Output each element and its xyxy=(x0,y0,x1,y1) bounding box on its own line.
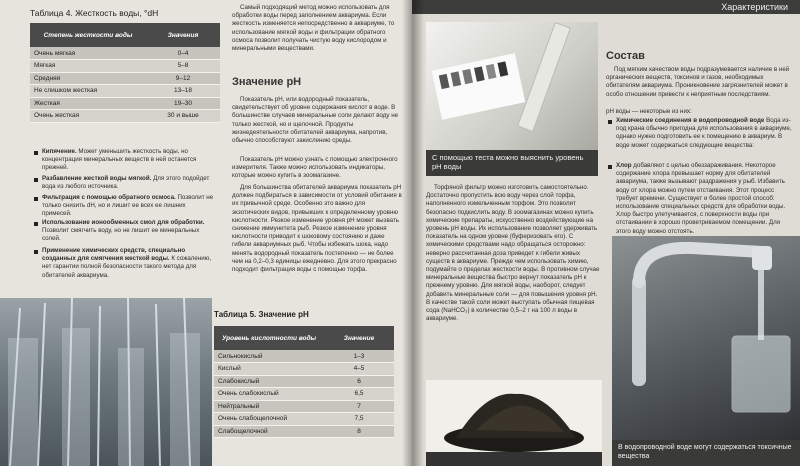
bullet-marker xyxy=(608,120,612,124)
bullet-marker xyxy=(34,250,38,254)
faucet-illustration xyxy=(612,236,800,440)
peat-filter-text: Торфяной фильтр можно изготовить самостоятельно. Достаточно пропустить всю воду через слой торфа, наполненного измельченным торфом. Это позволит безопасно подкислить воду. В зоомагазинах можно купить химические препараты, искусственно воздействующие на уровень pH воды. Их использование позволяет удерживать показатель на одном уровне (буферизовать его). С химическими средствами надо обращаться осторожно: неверно рассчитанная доза приведет к гибели живых существ в аквариуме. Прежде чем использовать химию, подумайте о пределах жесткости воды. В противном случае минеральные вещества быстро вернут показатель pH к прежнему уровню. Для мягкой воды, наоборот, следует добавить минеральные соли — для повышения уровня pH. В качестве такой соли может выступать обычная пищевая сода (NaHCO₃) в количестве 0,5–2 г на 100 л воды в аквариуме. xyxy=(426,184,600,323)
ph-paragraph-2: Показатель pH можно узнать с помощью электронного измерителя. Также можно использовать индикаторы, которые можно купить в зоомагазине. xyxy=(232,156,398,180)
bottom-dark-strip xyxy=(426,452,602,466)
faucet-photo xyxy=(612,236,800,440)
table4-head-values: Значения xyxy=(146,23,220,47)
ph-test-photo xyxy=(426,22,598,150)
table4-hardness xyxy=(30,23,220,123)
table4-head-degree: Степень жесткости воды xyxy=(30,23,146,47)
faucet-caption: В водопроводной воде могут содержаться токсичные вещества xyxy=(618,444,792,460)
composition-heading: Состав xyxy=(606,50,645,62)
table-row: Жесткая 19–30 xyxy=(30,97,220,110)
table-row: Очень мягкая 0–4 xyxy=(30,47,220,60)
ph-test-caption: С помощью теста можно выяснить уровень pH воды xyxy=(432,153,584,171)
table5-head-value: Значение xyxy=(324,326,394,350)
composition-subtext: pH воды — некоторые из них: xyxy=(606,108,692,115)
table-row: Слабощелочной 8 xyxy=(214,425,394,438)
lab-glassware-photo xyxy=(0,298,212,466)
peat-pile-illustration xyxy=(426,380,602,452)
bullet-marker xyxy=(34,197,38,201)
chlorine-item: Хлор добавляют с целью обеззараживания. Некоторое содержание хлора превышает норму для обитателей аквариума, также вызывают раздражения у рыб. Избавить воду от хлора можно путем отстаивания. Этот процесс требует времени. Существует и более простой способ: использование специальных средств для обработки воды. Хлор быстро улетучивается, с поверхности воды при отстаивании в хорошо проветриваемом помещении. Для этого воду можно отстоять. xyxy=(616,162,786,235)
list-item: Применение химических средств, специально созданных для смягчения жесткой воды. К сожалению, нет гарантии полной безопасности такого метода для обитателей аквариума. xyxy=(42,247,212,279)
list-item: Разбавление жесткой воды мягкой. Для этого подойдет вода из любого источника. xyxy=(42,175,210,191)
table-row: Очень слабокислый 6,5 xyxy=(214,388,394,401)
table-row: Очень жесткая 30 и выше xyxy=(30,110,220,123)
peat-soil-photo xyxy=(426,380,602,452)
section-header-title: Характеристики xyxy=(721,2,788,12)
table-row: Не слишком жесткая 13–18 xyxy=(30,85,220,98)
ph-paragraph-1: Показатель pH, или водородный показатель, свидетельствует об уровне содержания кислот в воде. В большинстве случаев минеральные соли делают воду не только жесткой, но и щелочной. Продукты жизнедеятельности обитателей аквариума, напротив, обычно способствуют закислению среды. xyxy=(232,96,399,145)
faucet-caption-box xyxy=(612,440,800,466)
bullet-marker xyxy=(34,222,38,226)
ph-test-caption-box xyxy=(426,150,598,176)
table-row: Кислый 4–5 xyxy=(214,363,394,376)
book-gutter xyxy=(402,0,424,466)
section-header-bar xyxy=(412,0,800,14)
composition-text: Под мягким качеством воды подразумевается наличие в ней органических веществ, токсинов и газов, необходимых обитателям аквариума. Проникновение загрязнителей может в особо отношении привести к неприятным последствиям. xyxy=(606,66,790,98)
table-row: Нейтральный 7 xyxy=(214,400,394,413)
table-row: Слабокислый 6 xyxy=(214,375,394,388)
glassware-illustration xyxy=(0,298,212,466)
ph-paragraph-3: Для большинства обитателей аквариума показатель pH должен подбираться в зависимости от условий обитания в их привычной среде. Особенно это важно для экзотических видов, привыкших к определенному уровню кислотности. Резкое изменение уровня pH может вызвать снижение иммунитета рыб. Резкое изменение уровня кислотности приводит к шоковому состоянию и даже гибели аквариумных рыб. Чтобы избежать шока, надо менять водородный показатель постепенно — не более чем на 0,2–0,3 единицы ежедневно. Для этого прекрасно подходит фильтрация воды с помощью торфа. xyxy=(232,184,402,274)
table-row: Очень слабощелочной 7,5 xyxy=(214,413,394,426)
table5-head-acidity: Уровень кислотности воды xyxy=(214,326,324,350)
right-page xyxy=(412,0,800,466)
table5-ph xyxy=(214,326,394,438)
bullet-marker xyxy=(608,165,612,169)
list-item: Фильтрация с помощью обратного осмоса. Позволит не только снизить dH, но и лишит ее всех ее лишних примесей. xyxy=(42,194,214,218)
table-row: Сильнокислый 1–3 xyxy=(214,350,394,363)
ph-heading: Значение pH xyxy=(232,76,302,88)
chemicals-item: Химические соединения в водопроводной воде Вода из-под крана обычно пригодна для использования в аквариуме, однако нужно подготовить ее к помещению в аквариум. В воде может содержаться следующие вещества: xyxy=(616,117,792,149)
list-item: Кипячение. Может уменьшить жесткость воды, но концентрация минеральных веществ в ней останется прежней. xyxy=(42,148,197,172)
bullet-marker xyxy=(34,151,38,155)
intro-paragraph: Самый подходящий метод можно использовать для обработки воды перед заполнением аквариума. Если жесткость изменяется непосредственно в аквариуме, то использование мягкой воды и фильтрации обратного осмоса позволит получать чистую воду кислородом и минеральными веществами. xyxy=(232,4,395,53)
table5-title: Таблица 5. Значение pH xyxy=(214,310,309,319)
bullet-marker xyxy=(34,178,38,182)
list-item: Использование ионообменных смол для обработки. Позволит смягчить воду, но не лишит ее минеральных солей. xyxy=(42,219,205,243)
table-row: Мягкая 5–8 xyxy=(30,60,220,73)
table4-title: Таблица 4. Жесткость воды, °dH xyxy=(30,8,159,18)
table-row: Средняя 9–12 xyxy=(30,72,220,85)
test-strip-illustration xyxy=(426,22,598,150)
